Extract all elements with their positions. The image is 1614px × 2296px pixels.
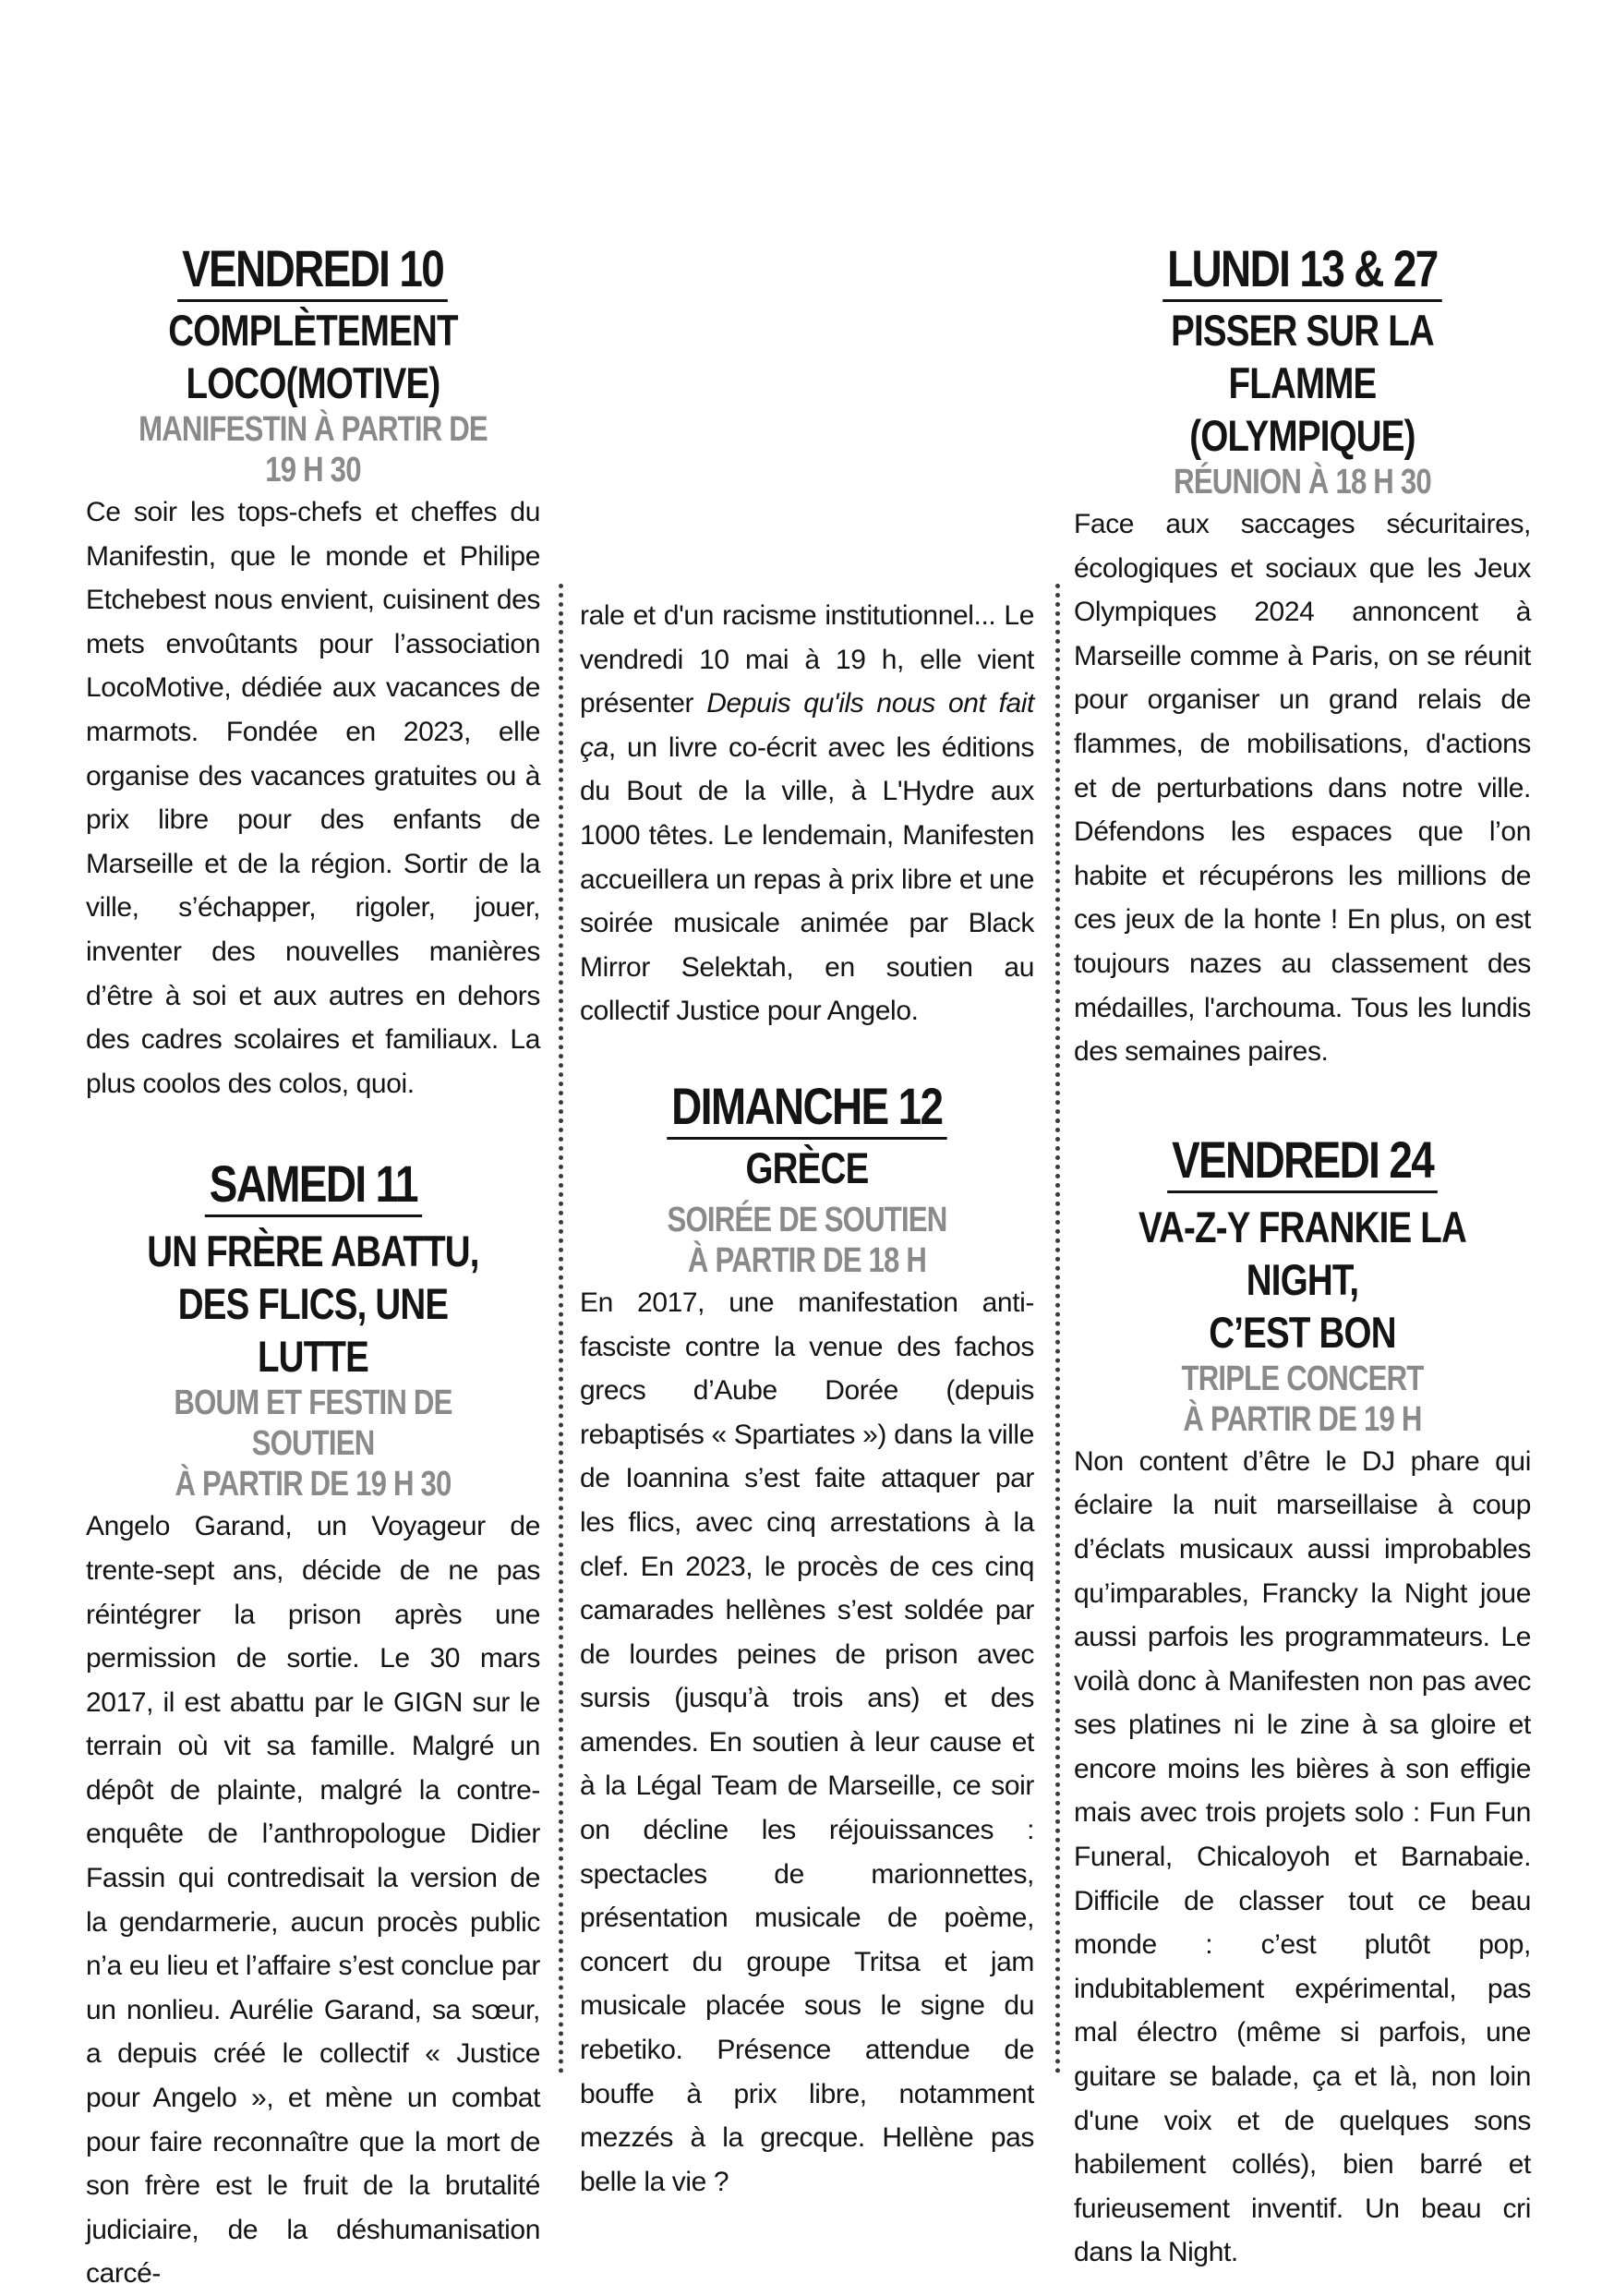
event-day: VENDREDI 10 [178,238,449,302]
event-subtitle: RÉUNION À 18 H 30 [1174,463,1431,501]
event-body: En 2017, une manifestation anti-fasciste contre la venue des fachos grecs d’Aube Dorée (depuis rebaptisés « Spartiates ») dans la ville de Ioannina s’est faite attaquer par les flics, avec cinq arrestations à la clef. En 2023, le procès de ces cinq camarades hellènes s’est soldée par de lourdes peines de prison avec sursis (jusqu’à trois ans) et des amendes. En soutien à leur cause et à la Légal Team de Marseille, ce soir on décline les réjouissances : spectacles de marionnettes, présentation musicale de poème, concert du groupe Tritsa et jam musicale placée sous le signe du rebetiko. Présence attendue de bouffe à prix libre, notamment mezzés à la grecque. Hellène pas belle la vie ? [580,1287,1034,2197]
event-day: DIMANCHE 12 [667,1076,946,1140]
event-body: Ce soir les tops-chefs et cheffes du Manifestin, que le monde et Philipe Etchebest nous envient, cuisinent des mets envoûtants pour l’association LocoMotive, dédiée aux vacances de marmots. Fondée en 2023, elle organise des vacances gratuites ou à prix libre pour des enfants de Marseille et de la région. Sortir de la ville, s’échapper, rigoler, jouer, inventer des nouvelles manières d’être à soi et aux autres en dehors des cadres scolaires et familiaux. La plus coolos des colos, quoi. [86,497,540,1099]
event-dimanche-12 [580,1076,1034,2204]
body-continued-text: rale et d'un racisme institutionnel... Le vendredi 10 mai à 19 h, elle vient présenter [580,600,1034,719]
event-title: GRÈCE [745,1142,869,1192]
event-header [86,1154,540,1504]
event-subtitle: BOUM ET FESTIN DE SOUTIEN À PARTIR DE 19 H 30 [174,1384,452,1504]
event-header [1074,238,1531,502]
event-samedi-11 [86,1154,540,2296]
event-header [86,238,540,490]
event-body-continued [580,594,1034,1033]
event-lundi-13-27 [1074,238,1531,1074]
event-title: PISSER SUR LA FLAMME (OLYMPIQUE) [1171,306,1434,460]
event-subtitle: MANIFESTIN À PARTIR DE 19 H 30 [139,410,488,489]
event-title: COMPLÈTEMENT LOCO(MOTIVE) [168,306,458,407]
column-right [1074,238,1531,2275]
event-title: VA-Z-Y FRANKIE LA NIGHT, C’EST BON [1138,1202,1467,1357]
event-body: Angelo Garand, un Voyageur de trente-sept ans, décide de ne pas réintégrer la prison après une permission de sortie. Le 30 mars 2017, il est abattu par le GIGN sur le terrain où vit sa famille. Malgré un dépôt de plainte, malgré la contre-enquête de l’anthropologue Didier Fassin qui contredisait la version de la gendarmerie, aucun procès public n’a eu lieu et l’affaire s’est conclue par un nonlieu. Aurélie Garand, sa sœur, a depuis créé le collectif « Justice pour Angelo », et mène un combat pour faire reconnaître que la mort de son frère est le fruit de la brutalité judiciaire, de la déshumanisation carcé- [86,1511,540,2290]
column-middle [580,594,1034,2204]
column-left [86,238,540,2296]
column-divider-right [1055,584,1060,2074]
event-vendredi-24 [1074,1130,1531,2275]
book-title: Depuis qu'ils nous ont fait ça [580,688,1034,763]
event-subtitle: SOIRÉE DE SOUTIEN À PARTIR DE 18 H [667,1200,947,1280]
body-continued-text-end: , un livre co-écrit avec les éditions du Bout de la ville, à L'Hydre aux 1000 têtes. Le lendemain, Manifesten accueillera un repas à prix libre et une soirée musicale animée par Black Mirror Selektah, en soutien au collectif Justice pour Angelo. [580,731,1034,1027]
event-header [580,1076,1034,1281]
event-body: Face aux saccages sécuritaires, écologiques et sociaux que les Jeux Olympiques 2024 annoncent à Marseille comme à Paris, on se réunit pour organiser un grand relais de flammes, de mobilisations, d'actions et de perturbations dans notre ville. Défendons les espaces que l’on habite et récupérons les millions de ces jeux de la honte ! En plus, on est toujours nazes au classement des médailles, l'archouma. Tous les lundis des semaines paires. [1074,509,1531,1068]
column-divider-left [559,584,563,2074]
event-day: VENDREDI 24 [1167,1130,1438,1193]
event-day: SAMEDI 11 [205,1154,422,1217]
event-body: Non content d’être le DJ phare qui éclaire la nuit marseillaise à coup d’éclats musicaux aussi improbables qu’imparables, Francky la Night joue aussi parfois les programmateurs. Le voilà donc à Manifesten non pas avec ses platines ni le zine à sa gloire et encore moins les bières à son effigie mais avec trois projets solo : Fun Fun Funeral, Chicaloyoh et Barnabaie. Difficile de classer tout ce beau monde : c’est plutôt pop, indubitablement expérimental, pas mal électro (même si parfois, une guitare se balade, ça et là, non loin d'une voix et de quelques sons habilement collés), bien barré et furieusement inventif. Un beau cri dans la Night. [1074,1445,1531,2268]
event-subtitle: TRIPLE CONCERT À PARTIR DE 19 H [1181,1359,1424,1439]
event-day: LUNDI 13 & 27 [1162,238,1441,302]
event-header [1074,1130,1531,1440]
event-title: UN FRÈRE ABATTU, DES FLICS, UNE LUTTE [147,1227,479,1382]
event-vendredi-10 [86,238,540,1106]
